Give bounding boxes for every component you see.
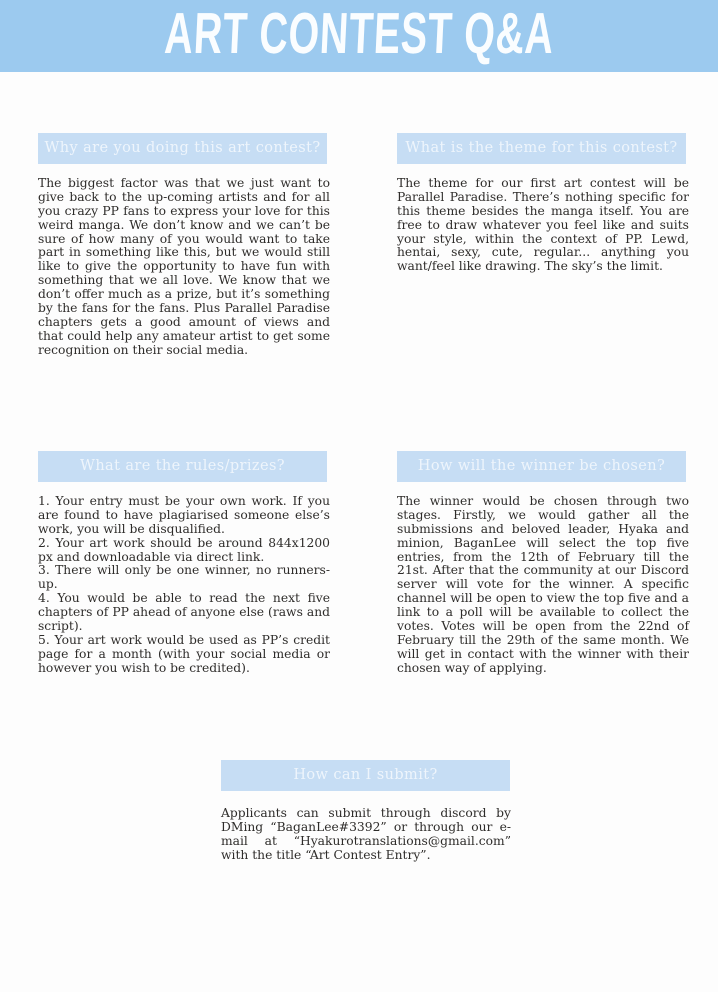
qa-section-why: [38, 177, 330, 358]
question-header-submit: How can I submit?: [221, 760, 510, 791]
question-header-why: Why are you doing this art contest?: [38, 133, 327, 164]
rule-item: 4. You would be able to read the next five chapters of PP ahead of anyone else (raws and script).: [38, 591, 330, 634]
rule-item: 2. Your art work should be around 844x1200 px and downloadable via direct link.: [38, 535, 330, 564]
page-banner: [0, 0, 718, 72]
rule-item: 3. There will only be one winner, no runners-up.: [38, 563, 330, 592]
rule-item: 1. Your entry must be your own work. If you are found to have plagiarised someone else’s work, you will be disqualified.: [38, 494, 330, 536]
rule-item: 5. Your art work would be used as PP’s credit page for a month (with your social media or however you wish to be credited).: [38, 632, 330, 675]
page-title: ART CONTEST Q&A: [162, 1, 556, 66]
question-header-winner: How will the winner be chosen?: [397, 451, 686, 482]
question-header-rules: What are the rules/prizes?: [38, 451, 327, 482]
qa-section-winner: [397, 495, 689, 676]
answer-paragraph: The theme for our first art contest will be Parallel Paradise. There’s nothing specific for this theme besides the manga itself. You are free to draw whatever you feel like and suits your style, within the context of PP. Lewd, hentai, sexy, cute, regular... anything you want/feel like drawing. The sky’s the limit.: [397, 176, 689, 274]
answer-paragraph: Applicants can submit through discord by DMing “BaganLee#3392” or through our e-mail at “Hyakurotranslations@gmail.com” with the title “Art Contest Entry”.: [221, 806, 511, 862]
answer-paragraph: The biggest factor was that we just want to give back to the up-coming artists and for all you crazy PP fans to express your love for this weird manga. We don’t know and we can’t be sure of how many of you would want to take part in something like this, but we would still like to give the opportunity to have fun with something that we all love. We know that we don’t offer much as a prize, but it’s something by the fans for the fans. Plus Parallel Paradise chapters gets a good amount of views and that could help any amateur artist to get some recognition on their social media.: [38, 176, 330, 357]
rules-list: [38, 495, 330, 676]
answer-paragraph: The winner would be chosen through two stages. Firstly, we would gather all the submissions and beloved leader, Hyaka and minion, BaganLee will select the top five entries, from the 12th of February till the 21st. After that the community at our Discord server will vote for the winner. A specific channel will be open to view the top five and a link to a poll will be available to collect the votes. Votes will be open from the 22nd of February till the 29th of the same month. We will get in contact with the winner with their chosen way of applying.: [397, 494, 689, 675]
qa-section-theme: [397, 177, 689, 274]
qa-section-submit: [221, 807, 511, 863]
question-header-theme: What is the theme for this contest?: [397, 133, 686, 164]
